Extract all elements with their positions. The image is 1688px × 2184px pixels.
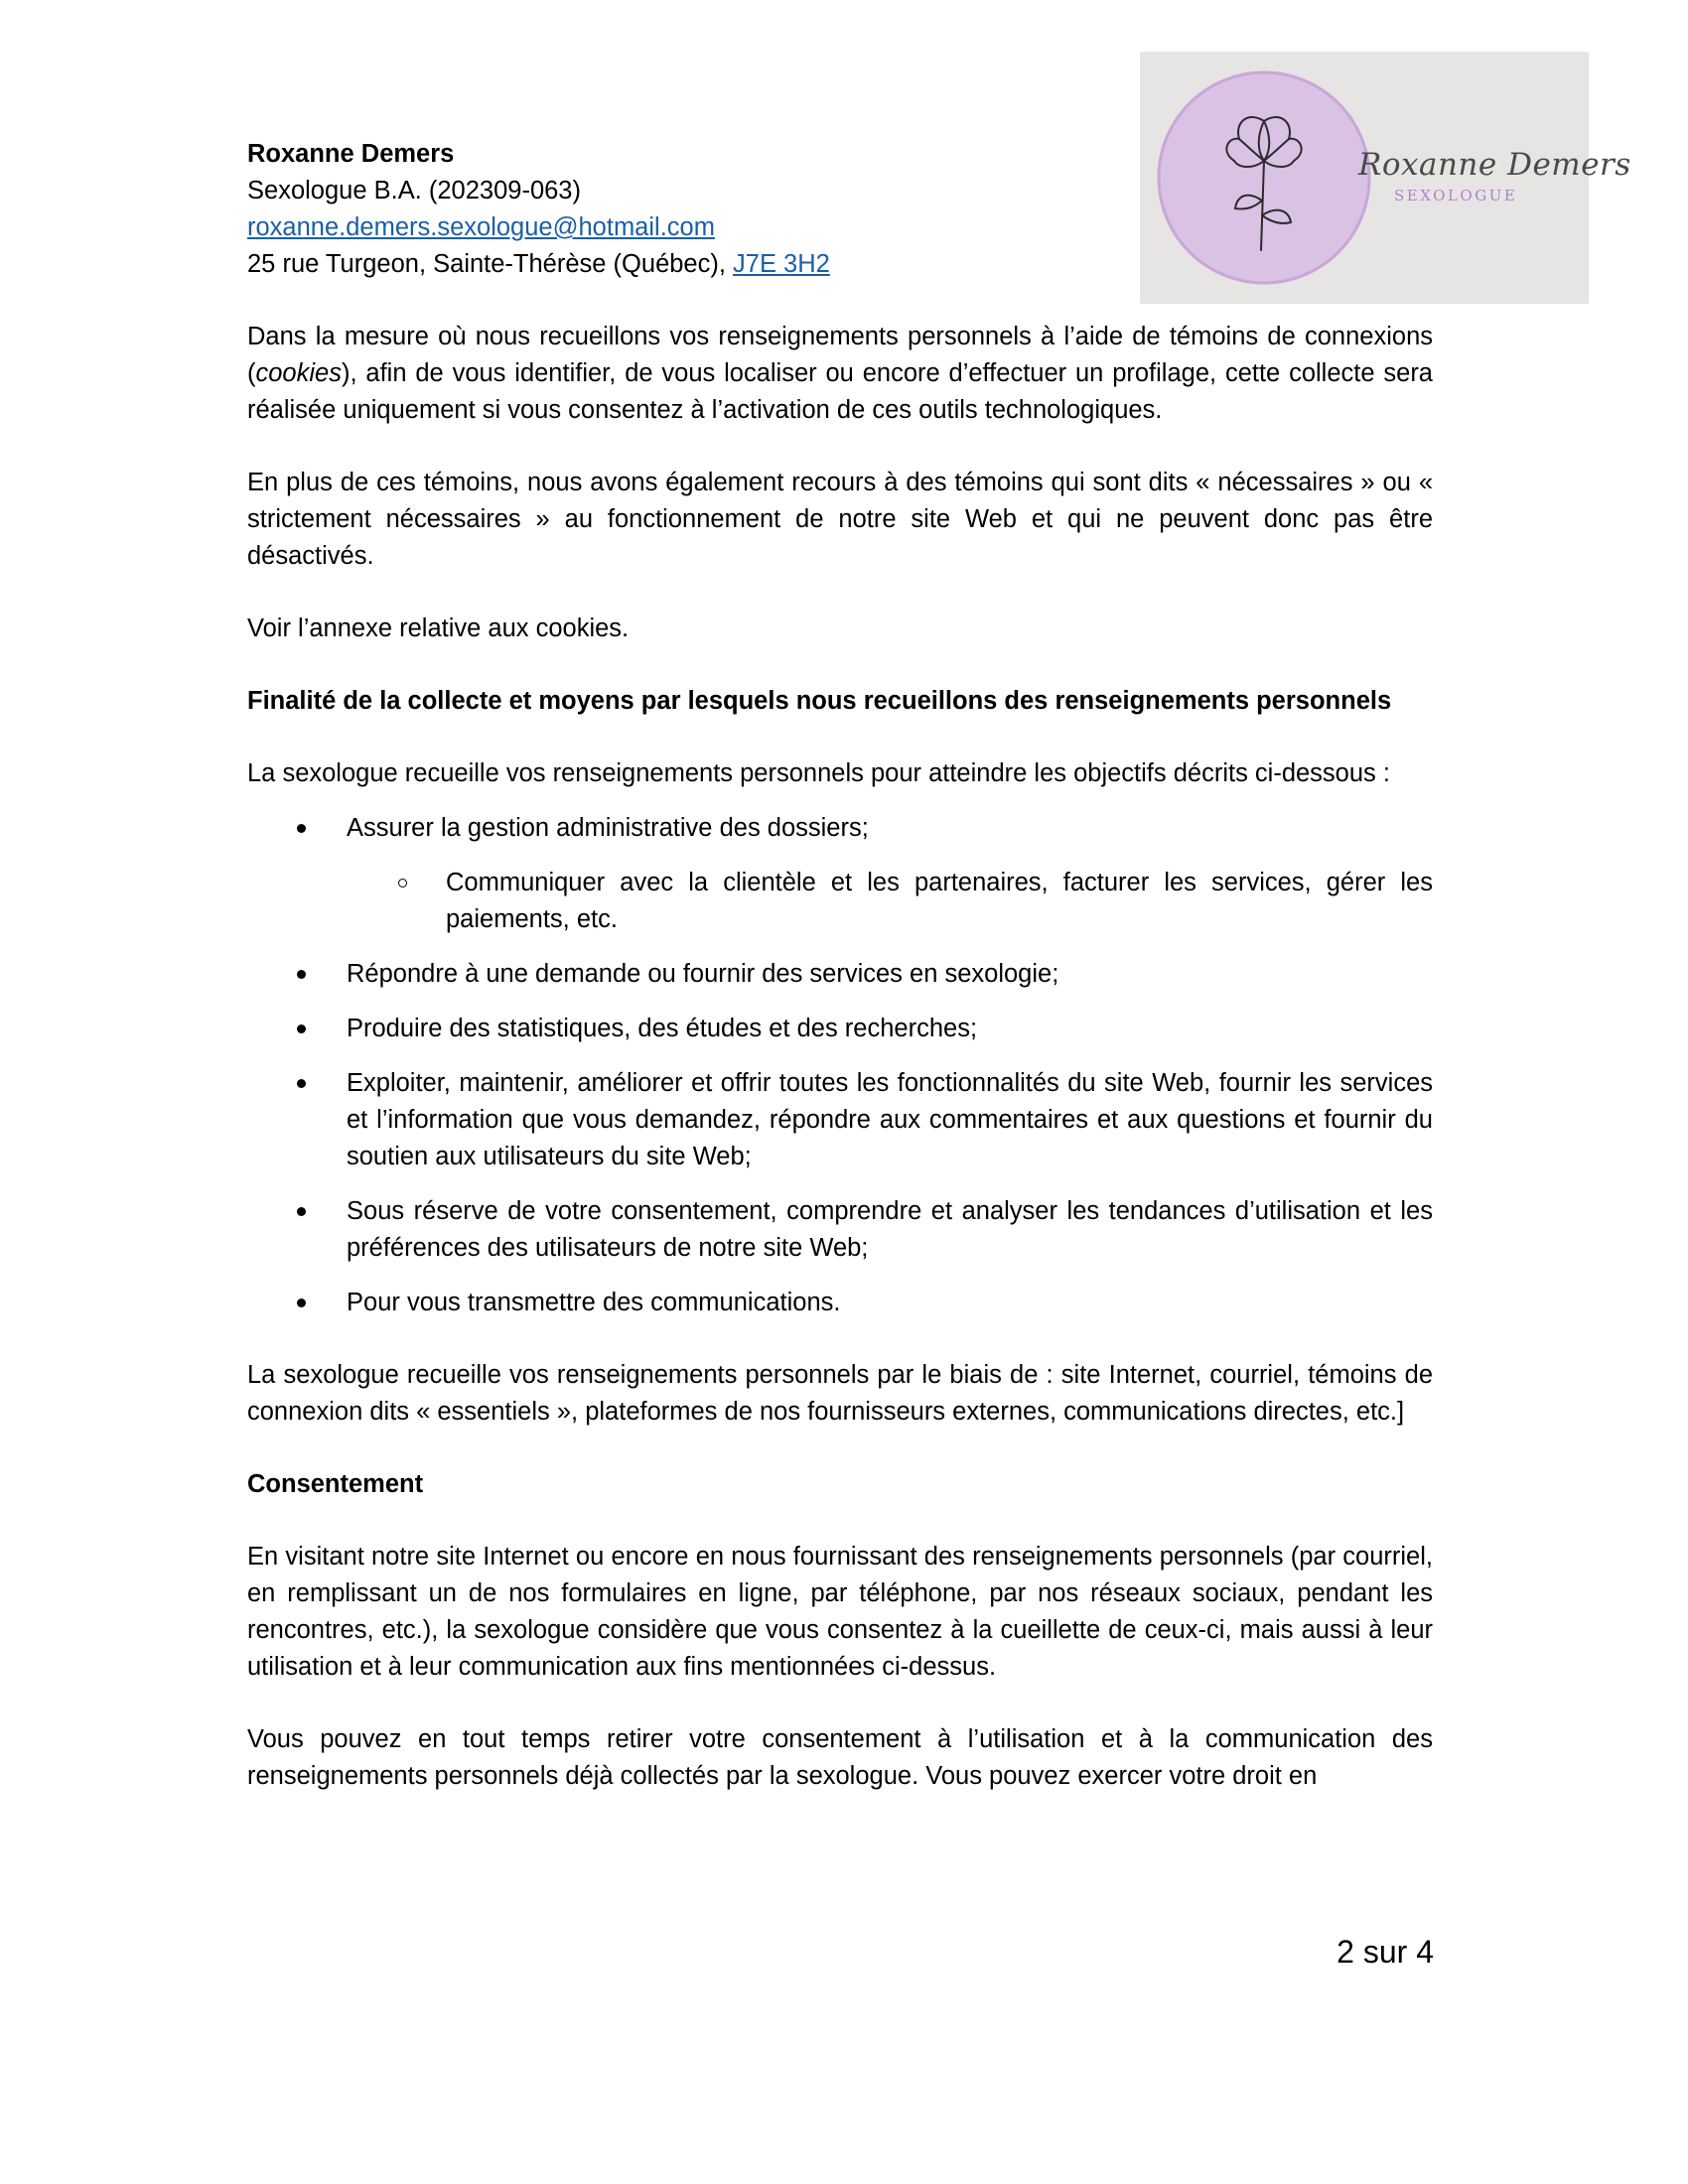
cookies-paragraph-3: Voir l’annexe relative aux cookies. [247, 614, 630, 642]
logo-name: Roxanne Demers [1358, 147, 1631, 183]
cookies-paragraph-2: En plus de ces témoins, nous avons également recours à des témoins qui sont dits « nécessaires » ou « strictement nécessaires » au fonctionnement de notre site Web et qui ne peuvent donc pas être désactivés. [247, 469, 1433, 570]
list-item-text: Produire des statistiques, des études et des recherches; [347, 1015, 978, 1042]
address-line [247, 246, 1433, 283]
bullet-icon [297, 1207, 306, 1216]
bullet-icon [297, 824, 306, 833]
purpose-intro: La sexologue recueille vos renseignements personnels pour atteindre les objectifs décrits ci-dessous : [247, 759, 1390, 787]
list-item-text: Sous réserve de votre consentement, comprendre et analyser les tendances d’utilisation et les préférences des utilisateurs de notre site Web; [347, 1197, 1433, 1262]
sub-list-item [347, 865, 1433, 938]
list-item [247, 1011, 1433, 1047]
purpose-heading: Finalité de la collecte et moyens par lesquels nous recueillons des renseignements personnels [247, 687, 1392, 715]
means-paragraph: La sexologue recueille vos renseignements personnels par le biais de : site Internet, courriel, témoins de connexion dits « essentiels », plateformes de nos fournisseurs externes, communications directes, etc.] [247, 1361, 1433, 1426]
contact-header [247, 136, 1433, 283]
bullet-icon [297, 1298, 306, 1307]
bullet-icon [297, 1079, 306, 1088]
cookies-paragraph-1 [247, 319, 1433, 429]
list-item-text: Exploiter, maintenir, améliorer et offrir toutes les fonctionnalités du site Web, fournir les services et l’information que vous demandez, répondre aux commentaires et aux questions et fournir du soutien aux utilisateurs du site Web; [347, 1069, 1433, 1170]
list-item [247, 1193, 1433, 1267]
logo-subtitle: SEXOLOGUE [1394, 187, 1518, 205]
consent-paragraph-1: En visitant notre site Internet ou encore en nous fournissant des renseignements personnels (par courriel, en remplissant un de nos formulaires en ligne, par téléphone, par nos réseaux sociaux, pendant les rencontres, etc.), la sexologue considère que vous consentez à la cueillette de ceux-ci, mais aussi à leur utilisation et à leur communication aux fins mentionnées ci-dessus. [247, 1543, 1433, 1681]
circle-bullet-icon [398, 879, 407, 887]
objectives-list [247, 810, 1433, 1321]
list-item [247, 1065, 1433, 1175]
consent-heading: Consentement [247, 1470, 424, 1498]
cookies-text-b: ), afin de vous identifier, de vous localiser ou encore d’effectuer un profilage, cette collecte sera réalisée uniquement si vous consentez à l’activation de ces outils technologiques. [247, 359, 1433, 424]
bullet-icon [297, 1024, 306, 1033]
document-body [247, 136, 1433, 1831]
sub-list-item-text: Communiquer avec la clientèle et les partenaires, facturer les services, gérer les paiements, etc. [446, 869, 1433, 933]
author-title: Sexologue B.A. (202309-063) [247, 177, 581, 205]
list-item-text: Répondre à une demande ou fournir des services en sexologie; [347, 960, 1059, 988]
list-item-text: Pour vous transmettre des communications. [347, 1289, 841, 1316]
cookies-text-a: Dans la mesure où nous recueillons vos renseignements personnels à l’aide de témoins de connexions ( [247, 323, 1433, 387]
list-item [247, 956, 1433, 993]
author-name: Roxanne Demers [247, 140, 455, 168]
sub-list [347, 865, 1433, 938]
list-item [247, 1285, 1433, 1321]
consent-paragraph-2: Vous pouvez en tout temps retirer votre consentement à l’utilisation et à la communication des renseignements personnels déjà collectés par la sexologue. Vous pouvez exercer votre droit en [247, 1725, 1433, 1790]
cookies-emphasis: cookies [255, 359, 342, 387]
list-item-text: Assurer la gestion administrative des dossiers; [347, 814, 869, 842]
list-item [247, 810, 1433, 938]
bullet-icon [297, 970, 306, 979]
address-text: 25 rue Turgeon, Sainte-Thérèse (Québec), [247, 250, 734, 278]
postal-code-link[interactable]: J7E 3H2 [733, 250, 830, 278]
email-link[interactable]: roxanne.demers.sexologue@hotmail.com [247, 213, 715, 241]
page-number: 2 sur 4 [1336, 1934, 1434, 1970]
